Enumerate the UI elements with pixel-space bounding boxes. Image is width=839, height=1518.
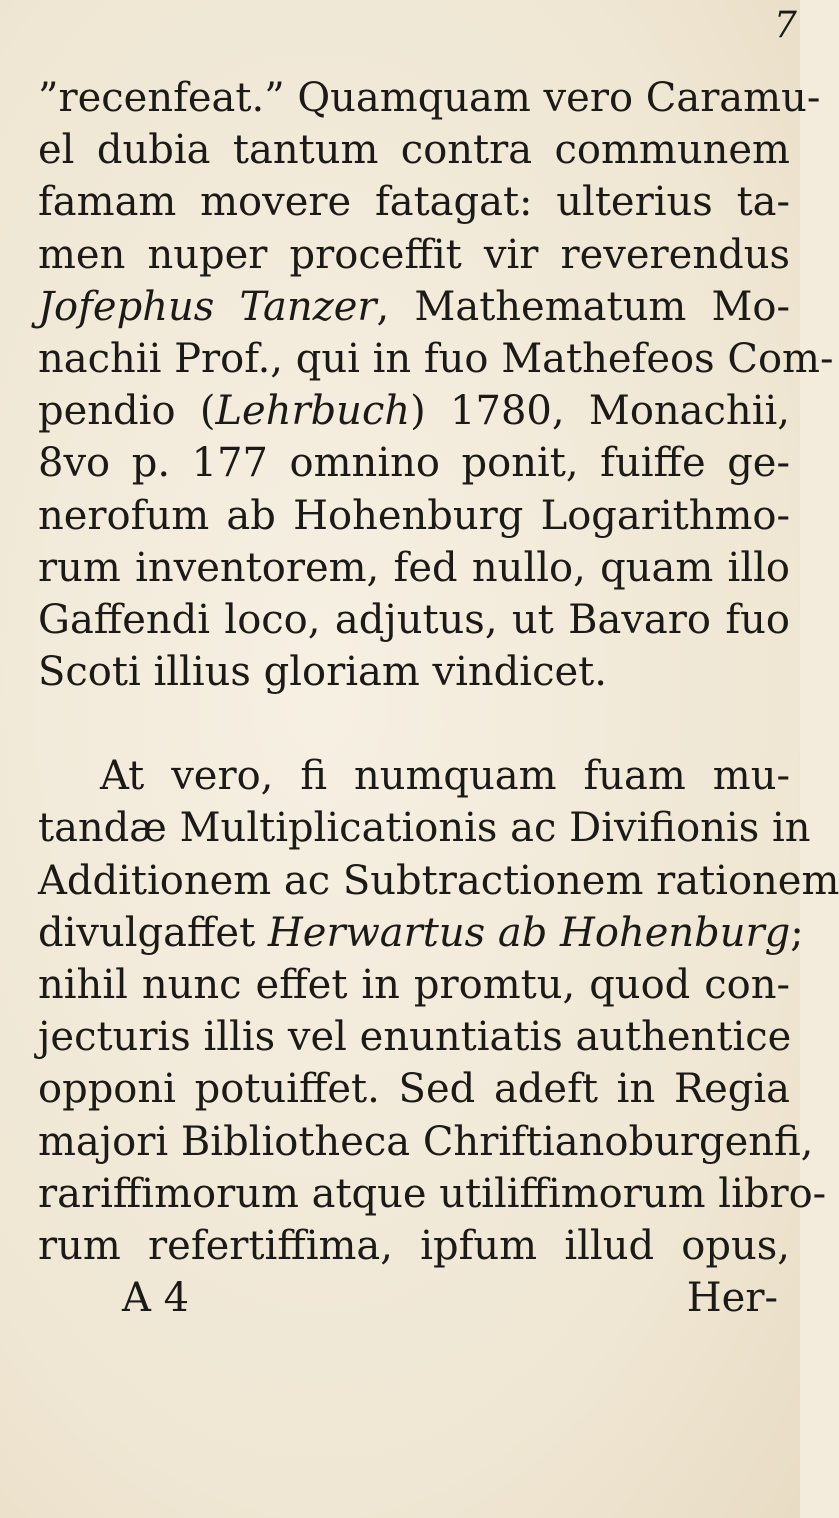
text-line: 8vo p. 177 omnino ponit, fuiffe ge-: [38, 440, 790, 487]
text-line: rum refertiffima, ipfum illud opus,: [38, 1222, 790, 1269]
book-title: Lehrbuch: [215, 388, 411, 435]
text-line: jecturis illis vel enuntiatis authentice: [38, 1014, 792, 1061]
text-line: majori Bibliotheca Chriftianoburgenfi,: [38, 1118, 814, 1165]
person-name: Herwartus ab Hohenburg: [267, 909, 791, 956]
person-name: Jofephus Tanzer: [38, 283, 377, 330]
text-line: famam movere fatagat: ulterius ta-: [38, 179, 790, 226]
catchword: Her-: [686, 1275, 778, 1322]
text-line: [38, 385, 790, 437]
text-line: Gaffendi loco, adjutus, ut Bavaro fuo: [38, 596, 790, 643]
text-line: men nuper proceffit vir reverendus: [38, 231, 790, 278]
paragraph-gap: [38, 698, 790, 750]
text-line: [38, 281, 790, 333]
text-line: ”recenfeat.” Quamquam vero Caramu-: [38, 75, 821, 121]
text-line: [38, 907, 804, 959]
signature-mark: A 4: [122, 1275, 190, 1322]
text-run: divulgaffet: [38, 909, 268, 956]
text-line: tandæ Multiplicationis ac Divifionis in: [38, 805, 811, 852]
text-line: nihil nunc effet in promtu, quod con-: [38, 962, 790, 1008]
text-line: nachii Prof., qui in fuo Mathefeos Com-: [38, 335, 834, 382]
text-line: At vero, fi numquam fuam mu-: [100, 753, 790, 800]
text-line: Scoti illius gloriam vindicet.: [38, 649, 607, 696]
text-line: nerofum ab Hohenburg Logarithmo-: [38, 492, 790, 539]
body-text: [38, 72, 839, 1324]
text-run: ) 1780, Monachii,: [410, 388, 790, 435]
page-number: 7: [774, 5, 797, 46]
text-line: rum inventorem, fed nullo, quam illo: [38, 544, 790, 591]
text-line: el dubia tantum contra communem: [38, 127, 790, 174]
text-run: pendio (: [38, 388, 216, 435]
page-footer: [38, 1272, 790, 1324]
text-line: opponi potuiffet. Sed adeft in Regia: [38, 1066, 790, 1113]
text-line: Additionem ac Subtractionem rationem: [38, 857, 839, 904]
text-run: ;: [790, 909, 804, 956]
text-run: , Mathematum Mo-: [376, 283, 791, 330]
text-line: rariffimorum atque utiliffimorum libro-: [38, 1170, 827, 1217]
